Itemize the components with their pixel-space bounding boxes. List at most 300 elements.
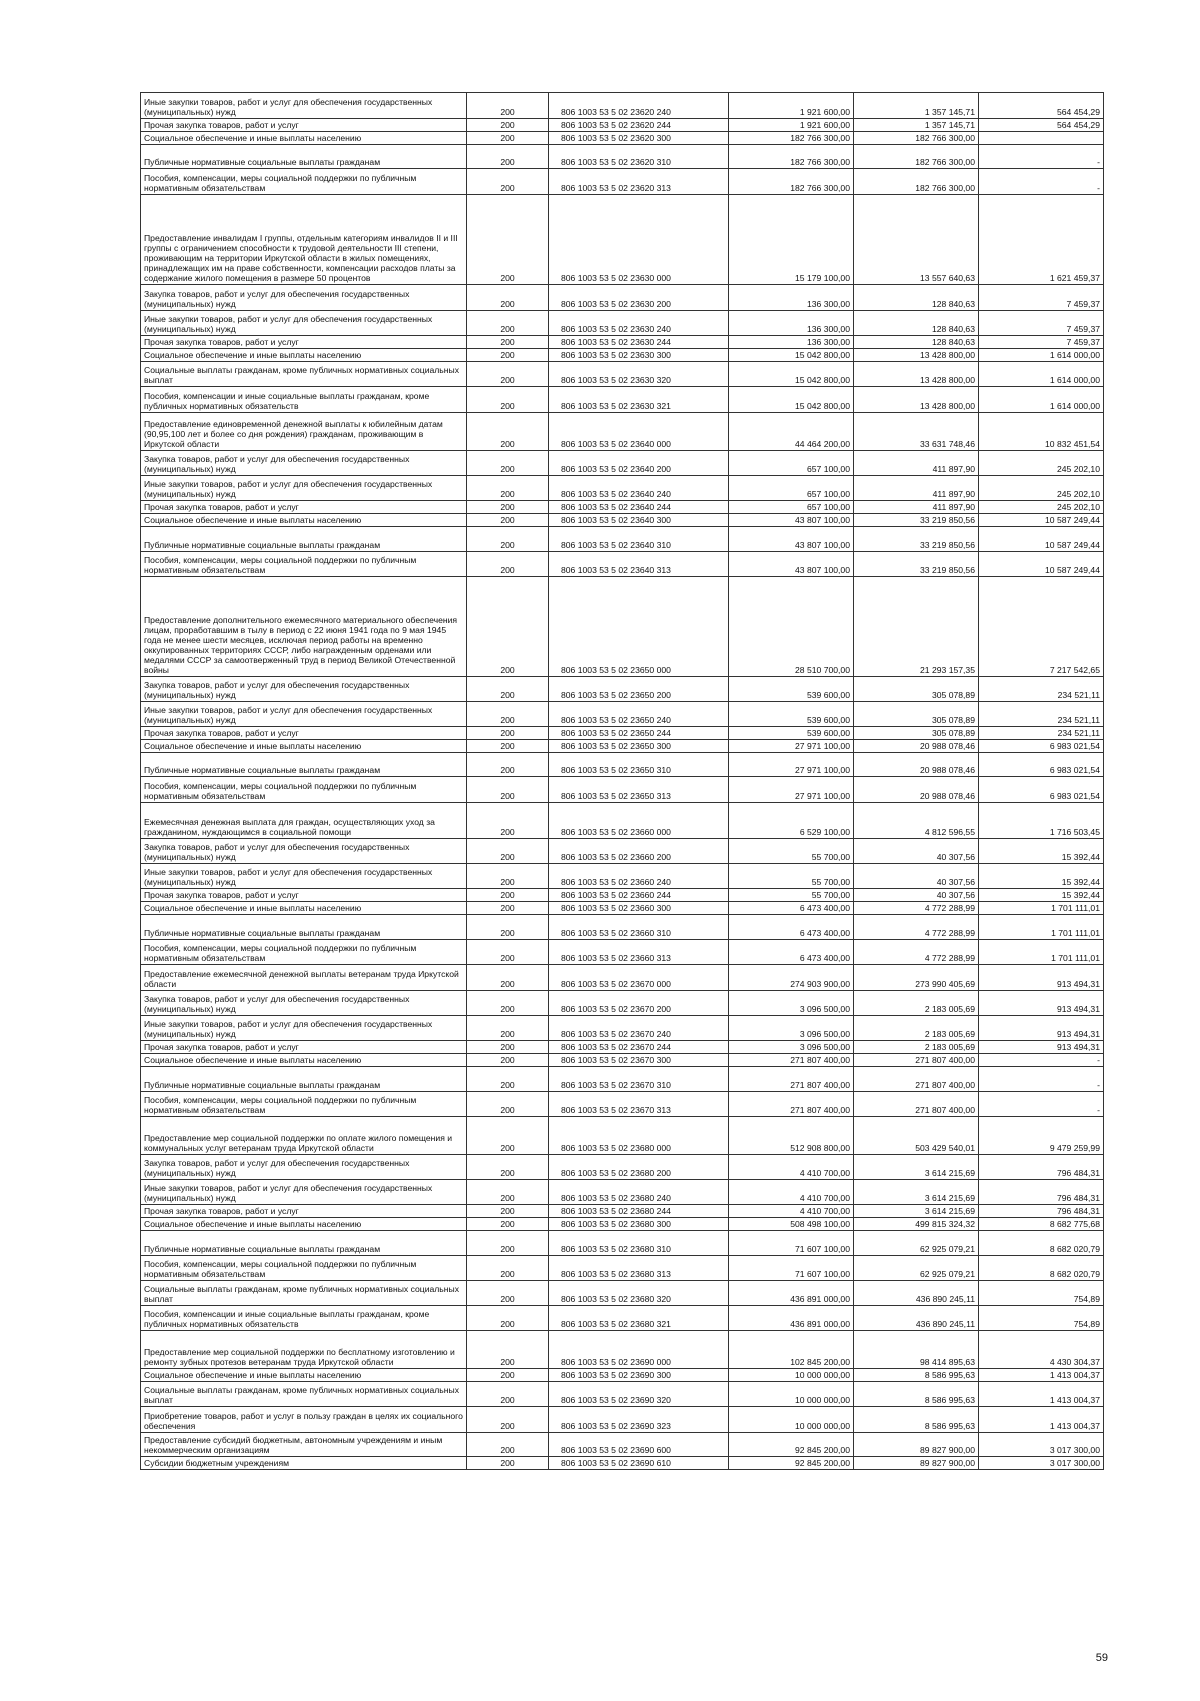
approved-amount: 271 807 400,00 (729, 1092, 854, 1117)
approved-amount: 136 300,00 (729, 285, 854, 311)
table-row (141, 349, 1104, 362)
table-row (141, 777, 1104, 803)
line-item-name: Пособия, компенсации, меры социальной поддержки по публичным нормативным обязательствам (141, 1092, 467, 1117)
approved-amount: 55 700,00 (729, 889, 854, 902)
approved-amount: 102 845 200,00 (729, 1331, 854, 1369)
line-code: 200 (467, 1331, 549, 1369)
line-code: 200 (467, 727, 549, 740)
line-item-name: Ежемесячная денежная выплата для граждан, осуществляющих уход за гражданином, нуждающимся в социальной помощи (141, 803, 467, 839)
budget-classification-code: 806 1003 53 5 02 23690 320 (549, 1382, 729, 1407)
table-row (141, 195, 1104, 285)
approved-amount: 4 410 700,00 (729, 1205, 854, 1218)
executed-amount: 89 827 900,00 (854, 1433, 979, 1457)
approved-amount: 55 700,00 (729, 839, 854, 864)
table-row (141, 1306, 1104, 1331)
line-code: 200 (467, 740, 549, 753)
budget-classification-code: 806 1003 53 5 02 23650 000 (549, 577, 729, 677)
table-row (141, 1281, 1104, 1306)
budget-classification-code: 806 1003 53 5 02 23680 200 (549, 1155, 729, 1180)
table-row (141, 803, 1104, 839)
budget-classification-code: 806 1003 53 5 02 23690 000 (549, 1331, 729, 1369)
executed-amount: 271 807 400,00 (854, 1092, 979, 1117)
line-item-name: Субсидии бюджетным учреждениям (141, 1457, 467, 1470)
unexecuted-amount: 1 701 111,01 (979, 902, 1104, 915)
budget-classification-code: 806 1003 53 5 02 23680 310 (549, 1231, 729, 1256)
unexecuted-amount: 1 614 000,00 (979, 362, 1104, 387)
executed-amount: 3 614 215,69 (854, 1155, 979, 1180)
budget-classification-code: 806 1003 53 5 02 23680 244 (549, 1205, 729, 1218)
approved-amount: 15 179 100,00 (729, 195, 854, 285)
budget-classification-code: 806 1003 53 5 02 23630 244 (549, 336, 729, 349)
line-item-name: Предоставление мер социальной поддержки по бесплатному изготовлению и ремонту зубных протезов ветеранам труда Иркутской области (141, 1331, 467, 1369)
budget-classification-code: 806 1003 53 5 02 23640 240 (549, 476, 729, 501)
table-row (141, 311, 1104, 336)
budget-classification-code: 806 1003 53 5 02 23650 313 (549, 777, 729, 803)
line-item-name: Социальные выплаты гражданам, кроме публичных нормативных социальных выплат (141, 1382, 467, 1407)
budget-classification-code: 806 1003 53 5 02 23670 310 (549, 1067, 729, 1092)
line-item-name: Пособия, компенсации, меры социальной поддержки по публичным нормативным обязательствам (141, 169, 467, 195)
line-code: 200 (467, 349, 549, 362)
table-row (141, 1382, 1104, 1407)
approved-amount: 1 921 600,00 (729, 119, 854, 132)
line-code: 200 (467, 1407, 549, 1433)
line-code: 200 (467, 965, 549, 991)
line-item-name: Закупка товаров, работ и услуг для обеспечения государственных (муниципальных) нужд (141, 991, 467, 1016)
executed-amount: 62 925 079,21 (854, 1231, 979, 1256)
line-item-name: Иные закупки товаров, работ и услуг для обеспечения государственных (муниципальных) нужд (141, 864, 467, 889)
budget-classification-code: 806 1003 53 5 02 23670 300 (549, 1054, 729, 1067)
table-body (141, 93, 1104, 1470)
line-code: 200 (467, 1054, 549, 1067)
approved-amount: 136 300,00 (729, 336, 854, 349)
table-row (141, 1067, 1104, 1092)
table-row (141, 1117, 1104, 1155)
table-row (141, 577, 1104, 677)
approved-amount: 271 807 400,00 (729, 1054, 854, 1067)
approved-amount: 43 807 100,00 (729, 514, 854, 527)
executed-amount: 436 890 245,11 (854, 1306, 979, 1331)
unexecuted-amount: 913 494,31 (979, 991, 1104, 1016)
executed-amount: 3 614 215,69 (854, 1205, 979, 1218)
line-item-name: Социальное обеспечение и иные выплаты населению (141, 132, 467, 145)
line-code: 200 (467, 1382, 549, 1407)
budget-classification-code: 806 1003 53 5 02 23650 244 (549, 727, 729, 740)
table-row (141, 1256, 1104, 1281)
line-item-name: Социальное обеспечение и иные выплаты населению (141, 514, 467, 527)
approved-amount: 508 498 100,00 (729, 1218, 854, 1231)
executed-amount: 13 557 640,63 (854, 195, 979, 285)
table-row (141, 702, 1104, 727)
approved-amount: 657 100,00 (729, 501, 854, 514)
line-item-name: Социальное обеспечение и иные выплаты населению (141, 1369, 467, 1382)
budget-classification-code: 806 1003 53 5 02 23620 300 (549, 132, 729, 145)
budget-classification-code: 806 1003 53 5 02 23680 313 (549, 1256, 729, 1281)
table-row (141, 387, 1104, 413)
unexecuted-amount: 7 459,37 (979, 285, 1104, 311)
unexecuted-amount: 245 202,10 (979, 451, 1104, 476)
executed-amount: 21 293 157,35 (854, 577, 979, 677)
line-code: 200 (467, 1433, 549, 1457)
line-item-name: Закупка товаров, работ и услуг для обеспечения государственных (муниципальных) нужд (141, 285, 467, 311)
unexecuted-amount: 1 621 459,37 (979, 195, 1104, 285)
line-item-name: Прочая закупка товаров, работ и услуг (141, 336, 467, 349)
budget-classification-code: 806 1003 53 5 02 23680 240 (549, 1180, 729, 1205)
unexecuted-amount: 913 494,31 (979, 1041, 1104, 1054)
line-code: 200 (467, 1306, 549, 1331)
line-item-name: Пособия, компенсации, меры социальной поддержки по публичным нормативным обязательствам (141, 777, 467, 803)
line-item-name: Пособия, компенсации, меры социальной поддержки по публичным нормативным обязательствам (141, 940, 467, 965)
table-row (141, 915, 1104, 940)
approved-amount: 15 042 800,00 (729, 362, 854, 387)
line-code: 200 (467, 1369, 549, 1382)
approved-amount: 6 473 400,00 (729, 902, 854, 915)
line-code: 200 (467, 1218, 549, 1231)
budget-classification-code: 806 1003 53 5 02 23690 610 (549, 1457, 729, 1470)
executed-amount: 40 307,56 (854, 889, 979, 902)
approved-amount: 92 845 200,00 (729, 1457, 854, 1470)
unexecuted-amount: 6 983 021,54 (979, 753, 1104, 777)
line-code: 200 (467, 902, 549, 915)
table-row (141, 552, 1104, 577)
unexecuted-amount: - (979, 1067, 1104, 1092)
approved-amount: 10 000 000,00 (729, 1407, 854, 1433)
unexecuted-amount: 754,89 (979, 1306, 1104, 1331)
table-row (141, 1016, 1104, 1041)
approved-amount: 6 529 100,00 (729, 803, 854, 839)
line-code: 200 (467, 915, 549, 940)
executed-amount: 40 307,56 (854, 864, 979, 889)
table-row (141, 476, 1104, 501)
table-row (141, 413, 1104, 451)
unexecuted-amount: - (979, 1092, 1104, 1117)
budget-classification-code: 806 1003 53 5 02 23670 240 (549, 1016, 729, 1041)
unexecuted-amount: 913 494,31 (979, 1016, 1104, 1041)
table-row (141, 991, 1104, 1016)
page-number: 59 (1095, 1652, 1108, 1664)
line-code: 200 (467, 803, 549, 839)
executed-amount: 4 772 288,99 (854, 902, 979, 915)
budget-classification-code: 806 1003 53 5 02 23630 300 (549, 349, 729, 362)
unexecuted-amount: 3 017 300,00 (979, 1433, 1104, 1457)
table-row (141, 1180, 1104, 1205)
budget-classification-code: 806 1003 53 5 02 23640 200 (549, 451, 729, 476)
budget-classification-code: 806 1003 53 5 02 23630 240 (549, 311, 729, 336)
table-row (141, 1457, 1104, 1470)
line-item-name: Иные закупки товаров, работ и услуг для обеспечения государственных (муниципальных) нужд (141, 702, 467, 727)
table-row (141, 132, 1104, 145)
approved-amount: 539 600,00 (729, 702, 854, 727)
executed-amount: 33 219 850,56 (854, 527, 979, 552)
table-row (141, 902, 1104, 915)
line-item-name: Иные закупки товаров, работ и услуг для обеспечения государственных (муниципальных) нужд (141, 1016, 467, 1041)
executed-amount: 8 586 995,63 (854, 1382, 979, 1407)
approved-amount: 27 971 100,00 (729, 740, 854, 753)
budget-classification-code: 806 1003 53 5 02 23660 244 (549, 889, 729, 902)
table-row (141, 93, 1104, 119)
executed-amount: 8 586 995,63 (854, 1369, 979, 1382)
executed-amount: 182 766 300,00 (854, 145, 979, 169)
budget-classification-code: 806 1003 53 5 02 23650 200 (549, 677, 729, 702)
line-code: 200 (467, 195, 549, 285)
line-code: 200 (467, 1117, 549, 1155)
approved-amount: 3 096 500,00 (729, 1041, 854, 1054)
unexecuted-amount: - (979, 145, 1104, 169)
line-code: 200 (467, 1067, 549, 1092)
budget-classification-code: 806 1003 53 5 02 23630 320 (549, 362, 729, 387)
approved-amount: 512 908 800,00 (729, 1117, 854, 1155)
budget-classification-code: 806 1003 53 5 02 23660 200 (549, 839, 729, 864)
table-row (141, 940, 1104, 965)
line-code: 200 (467, 1457, 549, 1470)
budget-classification-code: 806 1003 53 5 02 23690 300 (549, 1369, 729, 1382)
unexecuted-amount: 1 716 503,45 (979, 803, 1104, 839)
executed-amount: 1 357 145,71 (854, 119, 979, 132)
unexecuted-amount: 10 587 249,44 (979, 514, 1104, 527)
executed-amount: 2 183 005,69 (854, 1016, 979, 1041)
approved-amount: 28 510 700,00 (729, 577, 854, 677)
line-item-name: Публичные нормативные социальные выплаты гражданам (141, 1231, 467, 1256)
table-row (141, 362, 1104, 387)
executed-amount: 33 631 748,46 (854, 413, 979, 451)
line-item-name: Предоставление единовременной денежной выплаты к юбилейным датам (90,95,100 лет и более со дня рождения) гражданам, проживающим в Иркутской области (141, 413, 467, 451)
line-item-name: Прочая закупка товаров, работ и услуг (141, 727, 467, 740)
unexecuted-amount: 234 521,11 (979, 702, 1104, 727)
unexecuted-amount: 245 202,10 (979, 501, 1104, 514)
unexecuted-amount: 1 413 004,37 (979, 1382, 1104, 1407)
line-code: 200 (467, 753, 549, 777)
approved-amount: 6 473 400,00 (729, 940, 854, 965)
line-item-name: Иные закупки товаров, работ и услуг для обеспечения государственных (муниципальных) нужд (141, 476, 467, 501)
line-item-name: Пособия, компенсации, меры социальной поддержки по публичным нормативным обязательствам (141, 552, 467, 577)
line-item-name: Социальные выплаты гражданам, кроме публичных нормативных социальных выплат (141, 1281, 467, 1306)
executed-amount: 182 766 300,00 (854, 169, 979, 195)
line-item-name: Предоставление инвалидам I группы, отдельным категориям инвалидов II и III группы с ограничением способности к трудовой деятельности III степени, проживающим на территории Иркутской области в жилых помещениях, принадлежащих им на праве собственности, компенсации расходов платы за содержание жилого помещения в размере 50 процентов (141, 195, 467, 285)
budget-classification-code: 806 1003 53 5 02 23650 310 (549, 753, 729, 777)
budget-classification-code: 806 1003 53 5 02 23640 000 (549, 413, 729, 451)
approved-amount: 10 000 000,00 (729, 1369, 854, 1382)
line-code: 200 (467, 451, 549, 476)
line-code: 200 (467, 501, 549, 514)
line-item-name: Социальное обеспечение и иные выплаты населению (141, 902, 467, 915)
approved-amount: 71 607 100,00 (729, 1231, 854, 1256)
line-item-name: Закупка товаров, работ и услуг для обеспечения государственных (муниципальных) нужд (141, 839, 467, 864)
executed-amount: 4 772 288,99 (854, 915, 979, 940)
unexecuted-amount: 10 587 249,44 (979, 527, 1104, 552)
executed-amount: 20 988 078,46 (854, 753, 979, 777)
approved-amount: 27 971 100,00 (729, 777, 854, 803)
unexecuted-amount: - (979, 169, 1104, 195)
line-item-name: Прочая закупка товаров, работ и услуг (141, 1205, 467, 1218)
executed-amount: 305 078,89 (854, 727, 979, 740)
executed-amount: 4 812 596,55 (854, 803, 979, 839)
approved-amount: 10 000 000,00 (729, 1382, 854, 1407)
approved-amount: 182 766 300,00 (729, 145, 854, 169)
line-code: 200 (467, 1281, 549, 1306)
table-row (141, 1092, 1104, 1117)
table-row (141, 1054, 1104, 1067)
table-row (141, 1331, 1104, 1369)
executed-amount: 2 183 005,69 (854, 1041, 979, 1054)
line-code: 200 (467, 677, 549, 702)
line-code: 200 (467, 1205, 549, 1218)
executed-amount: 33 219 850,56 (854, 552, 979, 577)
approved-amount: 43 807 100,00 (729, 527, 854, 552)
approved-amount: 55 700,00 (729, 864, 854, 889)
budget-classification-code: 806 1003 53 5 02 23640 313 (549, 552, 729, 577)
table-row (141, 336, 1104, 349)
budget-classification-code: 806 1003 53 5 02 23670 313 (549, 1092, 729, 1117)
line-code: 200 (467, 514, 549, 527)
executed-amount: 4 772 288,99 (854, 940, 979, 965)
approved-amount: 1 921 600,00 (729, 93, 854, 119)
unexecuted-amount: 796 484,31 (979, 1155, 1104, 1180)
unexecuted-amount: - (979, 1054, 1104, 1067)
table-row (141, 1205, 1104, 1218)
unexecuted-amount: 754,89 (979, 1281, 1104, 1306)
budget-classification-code: 806 1003 53 5 02 23680 321 (549, 1306, 729, 1331)
budget-classification-code: 806 1003 53 5 02 23640 310 (549, 527, 729, 552)
line-item-name: Закупка товаров, работ и услуг для обеспечения государственных (муниципальных) нужд (141, 451, 467, 476)
line-item-name: Социальное обеспечение и иные выплаты населению (141, 740, 467, 753)
line-item-name: Прочая закупка товаров, работ и услуг (141, 501, 467, 514)
line-item-name: Пособия, компенсации и иные социальные выплаты гражданам, кроме публичных нормативных обязательств (141, 1306, 467, 1331)
unexecuted-amount: 1 413 004,37 (979, 1407, 1104, 1433)
table-row (141, 1218, 1104, 1231)
executed-amount: 411 897,90 (854, 501, 979, 514)
executed-amount: 128 840,63 (854, 311, 979, 336)
table-row (141, 145, 1104, 169)
unexecuted-amount: 8 682 020,79 (979, 1256, 1104, 1281)
executed-amount: 13 428 800,00 (854, 387, 979, 413)
unexecuted-amount: 10 832 451,54 (979, 413, 1104, 451)
executed-amount: 305 078,89 (854, 702, 979, 727)
executed-amount: 182 766 300,00 (854, 132, 979, 145)
line-code: 200 (467, 1016, 549, 1041)
table-row (141, 753, 1104, 777)
approved-amount: 15 042 800,00 (729, 349, 854, 362)
executed-amount: 273 990 405,69 (854, 965, 979, 991)
approved-amount: 657 100,00 (729, 451, 854, 476)
budget-classification-code: 806 1003 53 5 02 23660 000 (549, 803, 729, 839)
executed-amount: 436 890 245,11 (854, 1281, 979, 1306)
unexecuted-amount: 1 413 004,37 (979, 1369, 1104, 1382)
budget-classification-code: 806 1003 53 5 02 23690 323 (549, 1407, 729, 1433)
approved-amount: 4 410 700,00 (729, 1180, 854, 1205)
budget-classification-code: 806 1003 53 5 02 23660 313 (549, 940, 729, 965)
executed-amount: 13 428 800,00 (854, 362, 979, 387)
line-item-name: Предоставление дополнительного ежемесячного материального обеспечения лицам, проработавшим в тылу в период с 22 июня 1941 года по 9 мая 1945 года не менее шести месяцев, исключая период работы на временно оккупированных территориях СССР, либо награжденным орденами или медалями СССР за самоотверженный труд в период Великой Отечественной войны (141, 577, 467, 677)
executed-amount: 98 414 895,63 (854, 1331, 979, 1369)
unexecuted-amount: 3 017 300,00 (979, 1457, 1104, 1470)
table-row (141, 839, 1104, 864)
budget-classification-code: 806 1003 53 5 02 23680 300 (549, 1218, 729, 1231)
line-code: 200 (467, 476, 549, 501)
executed-amount: 13 428 800,00 (854, 349, 979, 362)
line-item-name: Иные закупки товаров, работ и услуг для обеспечения государственных (муниципальных) нужд (141, 311, 467, 336)
unexecuted-amount: 234 521,11 (979, 677, 1104, 702)
approved-amount: 274 903 900,00 (729, 965, 854, 991)
executed-amount: 271 807 400,00 (854, 1067, 979, 1092)
line-code: 200 (467, 285, 549, 311)
executed-amount: 1 357 145,71 (854, 93, 979, 119)
executed-amount: 40 307,56 (854, 839, 979, 864)
table-row (141, 677, 1104, 702)
line-code: 200 (467, 93, 549, 119)
approved-amount: 436 891 000,00 (729, 1281, 854, 1306)
approved-amount: 436 891 000,00 (729, 1306, 854, 1331)
unexecuted-amount: 7 459,37 (979, 336, 1104, 349)
table-row (141, 965, 1104, 991)
table-row (141, 1369, 1104, 1382)
executed-amount: 8 586 995,63 (854, 1407, 979, 1433)
unexecuted-amount: 1 701 111,01 (979, 915, 1104, 940)
unexecuted-amount: 1 614 000,00 (979, 349, 1104, 362)
unexecuted-amount: 564 454,29 (979, 93, 1104, 119)
approved-amount: 539 600,00 (729, 677, 854, 702)
executed-amount: 305 078,89 (854, 677, 979, 702)
line-item-name: Прочая закупка товаров, работ и услуг (141, 889, 467, 902)
executed-amount: 20 988 078,46 (854, 740, 979, 753)
line-code: 200 (467, 387, 549, 413)
unexecuted-amount: 796 484,31 (979, 1205, 1104, 1218)
budget-classification-code: 806 1003 53 5 02 23620 313 (549, 169, 729, 195)
table-row (141, 169, 1104, 195)
line-item-name: Социальное обеспечение и иные выплаты населению (141, 1054, 467, 1067)
approved-amount: 182 766 300,00 (729, 132, 854, 145)
executed-amount: 271 807 400,00 (854, 1054, 979, 1067)
line-code: 200 (467, 702, 549, 727)
approved-amount: 6 473 400,00 (729, 915, 854, 940)
unexecuted-amount: 234 521,11 (979, 727, 1104, 740)
line-code: 200 (467, 777, 549, 803)
table-row (141, 740, 1104, 753)
approved-amount: 182 766 300,00 (729, 169, 854, 195)
table-row (141, 1407, 1104, 1433)
budget-classification-code: 806 1003 53 5 02 23670 244 (549, 1041, 729, 1054)
unexecuted-amount: 15 392,44 (979, 889, 1104, 902)
line-item-name: Иные закупки товаров, работ и услуг для обеспечения государственных (муниципальных) нужд (141, 93, 467, 119)
line-code: 200 (467, 839, 549, 864)
approved-amount: 136 300,00 (729, 311, 854, 336)
unexecuted-amount: 913 494,31 (979, 965, 1104, 991)
approved-amount: 3 096 500,00 (729, 991, 854, 1016)
table-row (141, 864, 1104, 889)
executed-amount: 128 840,63 (854, 285, 979, 311)
executed-amount: 503 429 540,01 (854, 1117, 979, 1155)
approved-amount: 271 807 400,00 (729, 1067, 854, 1092)
approved-amount: 657 100,00 (729, 476, 854, 501)
budget-classification-code: 806 1003 53 5 02 23680 320 (549, 1281, 729, 1306)
unexecuted-amount: 6 983 021,54 (979, 777, 1104, 803)
table-row (141, 1433, 1104, 1457)
line-item-name: Социальное обеспечение и иные выплаты населению (141, 1218, 467, 1231)
table-row (141, 1231, 1104, 1256)
approved-amount: 43 807 100,00 (729, 552, 854, 577)
line-code: 200 (467, 864, 549, 889)
table-row (141, 1155, 1104, 1180)
table-row (141, 527, 1104, 552)
line-code: 200 (467, 1092, 549, 1117)
line-item-name: Социальные выплаты гражданам, кроме публичных нормативных социальных выплат (141, 362, 467, 387)
table-row (141, 727, 1104, 740)
line-code: 200 (467, 119, 549, 132)
budget-classification-code: 806 1003 53 5 02 23660 300 (549, 902, 729, 915)
line-code: 200 (467, 1180, 549, 1205)
line-item-name: Публичные нормативные социальные выплаты гражданам (141, 915, 467, 940)
line-code: 200 (467, 145, 549, 169)
line-item-name: Публичные нормативные социальные выплаты гражданам (141, 145, 467, 169)
approved-amount: 539 600,00 (729, 727, 854, 740)
